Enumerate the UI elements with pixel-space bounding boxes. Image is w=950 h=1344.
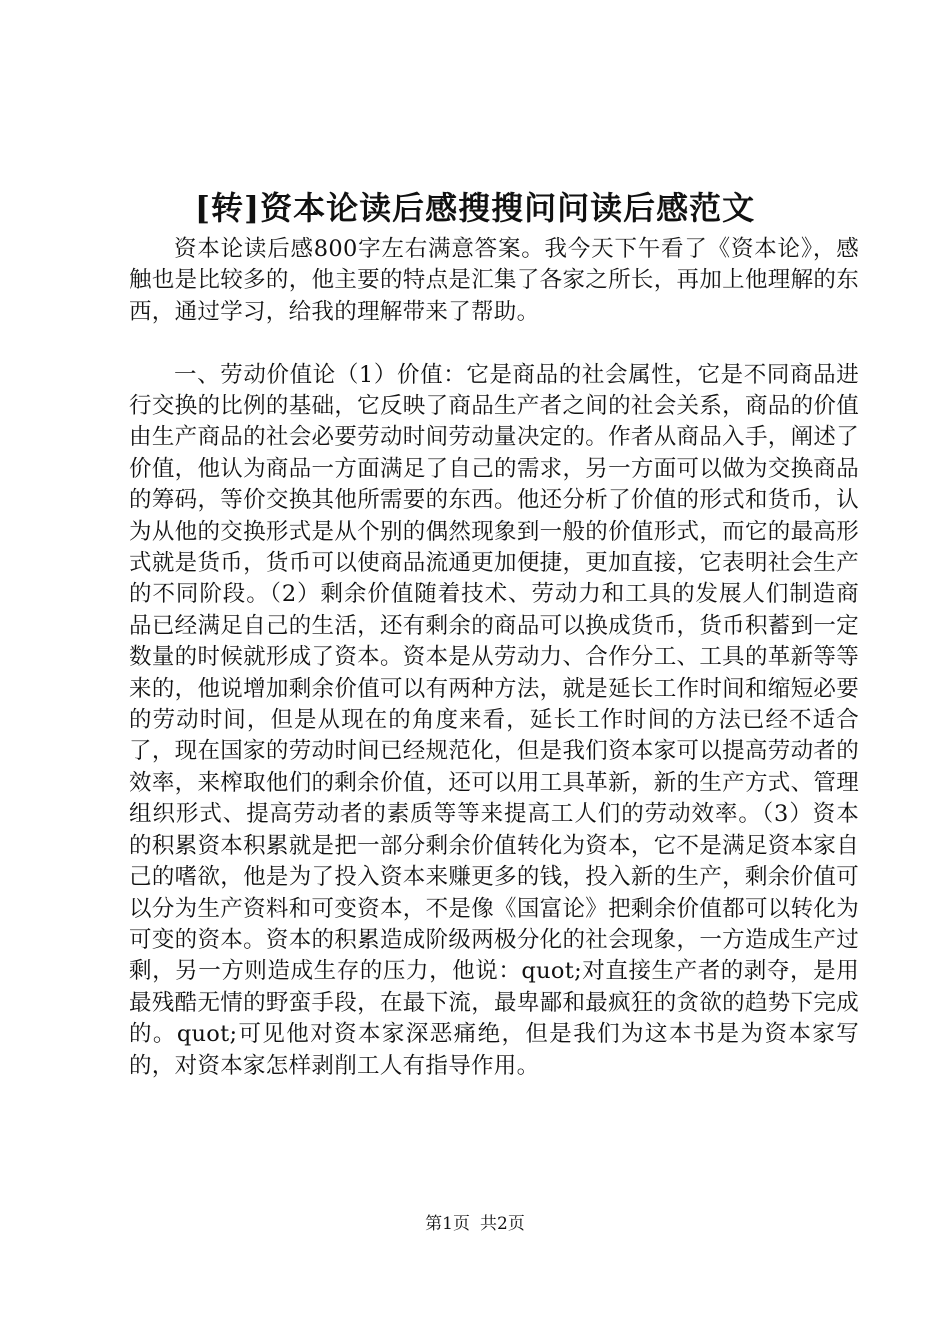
page-total: 共2页 xyxy=(480,1214,525,1234)
paragraph-main: 一、劳动价值论（1）价值：它是商品的社会属性，它是不同商品进行交换的比例的基础，它反映了商品生产者之间的社会关系，商品的价值由生产商品的社会必要劳动时间劳动量决定的。作者从商品入手，阐述了价值，他认为商品一方面满足了自己的需求，另一方面可以做为交换商品的筹码，等价交换其他所需要的东西。他还分析了价值的形式和货币，认为从他的交换形式是从个别的偶然现象到一般的价值形式，而它的最高形式就是货币，货币可以使商品流通更加便捷，更加直接，它表明社会生产的不同阶段。（2）剩余价值随着技术、劳动力和工具的发展人们制造商品已经满足自己的生活，还有剩余的商品可以换成货币，货币积蓄到一定数量的时候就形成了资本。资本是从劳动力、合作分工、工具的革新等等来的，他说增加剩余价值可以有两种方法，就是延长工作时间和缩短必要的劳动时间，但是从现在的角度来看，延长工作时间的方法已经不适合了，现在国家的劳动时间已经规范化，但是我们资本家可以提高劳动者的效率，来榨取他们的剩余价值，还可以用工具革新，新的生产方式、管理组织形式、提高劳动者的素质等等来提高工人们的劳动效率。（3）资本的积累资本积累就是把一部分剩余价值转化为资本，它不是满足资本家自己的嗜欲，他是为了投入资本来赚更多的钱，投入新的生产，剩余价值可以分为生产资料和可变资本，不是像《国富论》把剩余价值都可以转化为可变的资本。资本的积累造成阶级两极分化的社会现象，一方造成生产过剩，另一方则造成生存的压力，他说：quot;对直接生产者的剥夺，是用最残酷无情的野蛮手段，在最下流，最卑鄙和最疯狂的贪欲的趋势下完成的。quot;可见他对资本家深恶痛绝，但是我们为这本书是为资本家写的，对资本家怎样剥削工人有指导作用。 xyxy=(129,361,859,1079)
paragraph-intro: 资本论读后感800字左右满意答案。我今天下午看了《资本论》，感触也是比较多的，他主要的特点是汇集了各家之所长，再加上他理解的东西，通过学习，给我的理解带来了帮助。 xyxy=(129,236,859,325)
document-title: [转]资本论读后感搜搜问问读后感范文 xyxy=(194,189,756,227)
page-number: 第1页 xyxy=(425,1214,470,1234)
document-body xyxy=(129,234,859,1082)
page-footer xyxy=(0,1212,950,1236)
